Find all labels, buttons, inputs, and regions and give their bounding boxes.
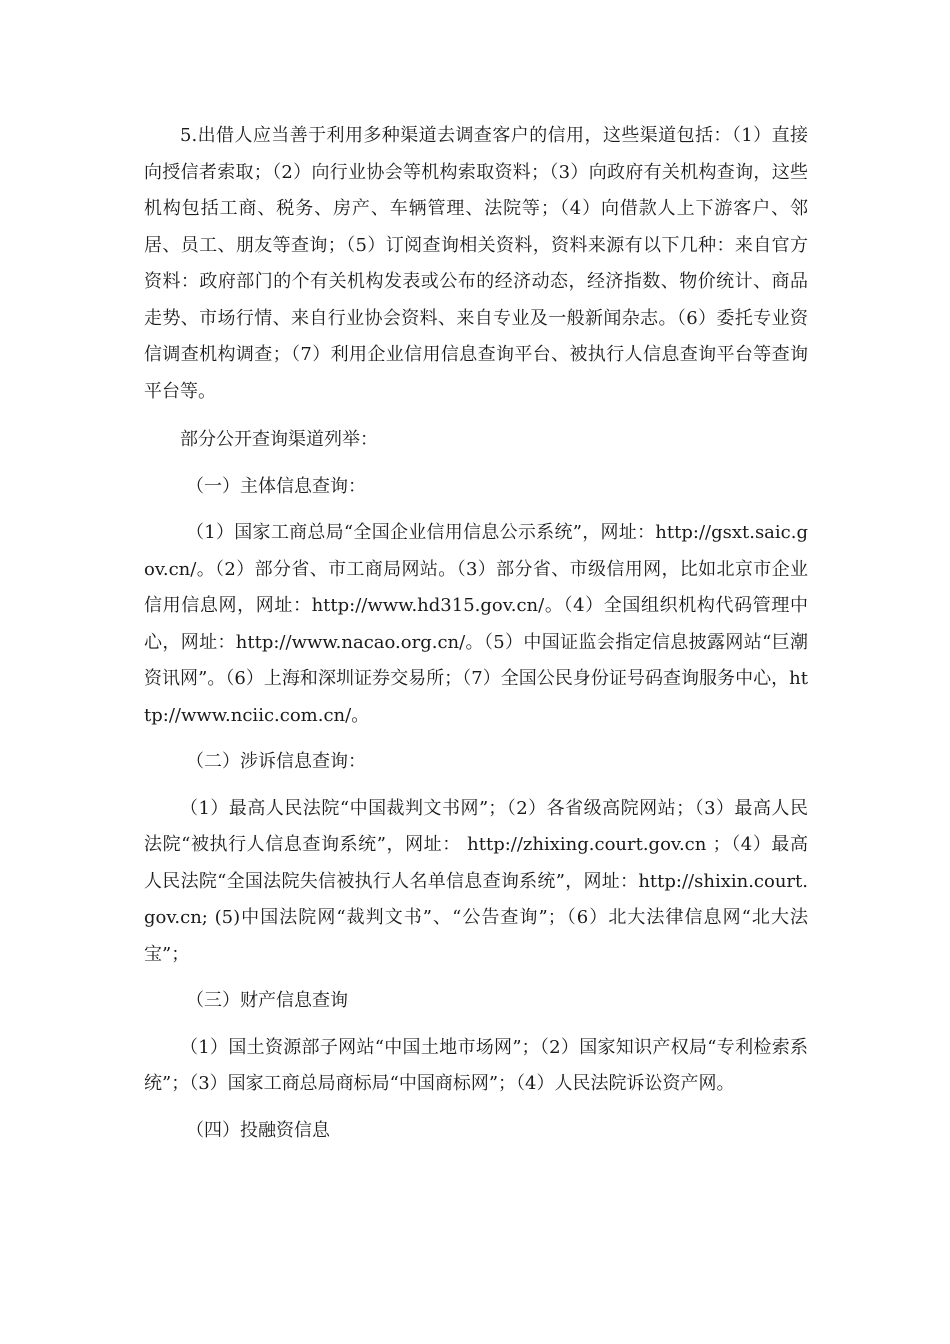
paragraph-property-info: （1）国土资源部子网站“中国土地市场网”；（2）国家知识产权局“专利检索系统”；（3）国家工商总局商标局“中国商标网”；（4）人民法院诉讼资产网。 — [144, 1036, 808, 1094]
heading-property-info: （三）财产信息查询 — [186, 990, 348, 1011]
document-page — [144, 118, 808, 1149]
paragraph-entity-info: （1）国家工商总局“全国企业信用信息公示系统”，网址：http://gsxt.saic.gov.cn/。（2）部分省、市工商局网站。（3）部分省、市级信用网，比如北京市企业信用信息网，网址：http://www.hd315.gov.cn/。（4）全国组织机构代码管理中心，网址：http://www.nacao.org.cn/。（5）中国证监会指定信息披露网站“巨潮资讯网”。（6）上海和深圳证券交易所；（7）全国公民身份证号码查询服务中心，http://www.nciic.com.cn/。 — [144, 522, 808, 726]
paragraph-public-channels-intro: 部分公开查询渠道列举： — [180, 429, 378, 450]
heading-litigation-info: （二）涉诉信息查询： — [186, 751, 366, 772]
heading-investment-info: （四）投融资信息 — [186, 1119, 330, 1141]
paragraph-litigation-info: （1）最高人民法院“中国裁判文书网”；（2）各省级高院网站；（3）最高人民法院“被执行人信息查询系统”，网址： http://zhixing.court.gov.cn ；（4）最高人民法院“全国法院失信被执行人名单信息查询系统”，网址：http://shixin.court.gov.cn; (5)中国法院网“裁判文书”、“公告查询”；（6）北大法律信息网“北大法宝”； — [144, 797, 808, 965]
paragraph-credit-channels: 5.出借人应当善于利用多种渠道去调查客户的信用，这些渠道包括：（1）直接向授信者索取；（2）向行业协会等机构索取资料；（3）向政府有关机构查询，这些机构包括工商、税务、房产、车辆管理、法院等；（4）向借款人上下游客户、邻居、员工、朋友等查询；（5）订阅查询相关资料，资料来源有以下几种：来自官方资料：政府部门的个有关机构发表或公布的经济动态，经济指数、物价统计、商品走势、市场行情、来自行业协会资料、来自专业及一般新闻杂志。（6）委托专业资信调查机构调查；（7）利用企业信用信息查询平台、被执行人信息查询平台等查询平台等。 — [144, 125, 808, 402]
heading-entity-info: （一）主体信息查询： — [186, 475, 366, 497]
